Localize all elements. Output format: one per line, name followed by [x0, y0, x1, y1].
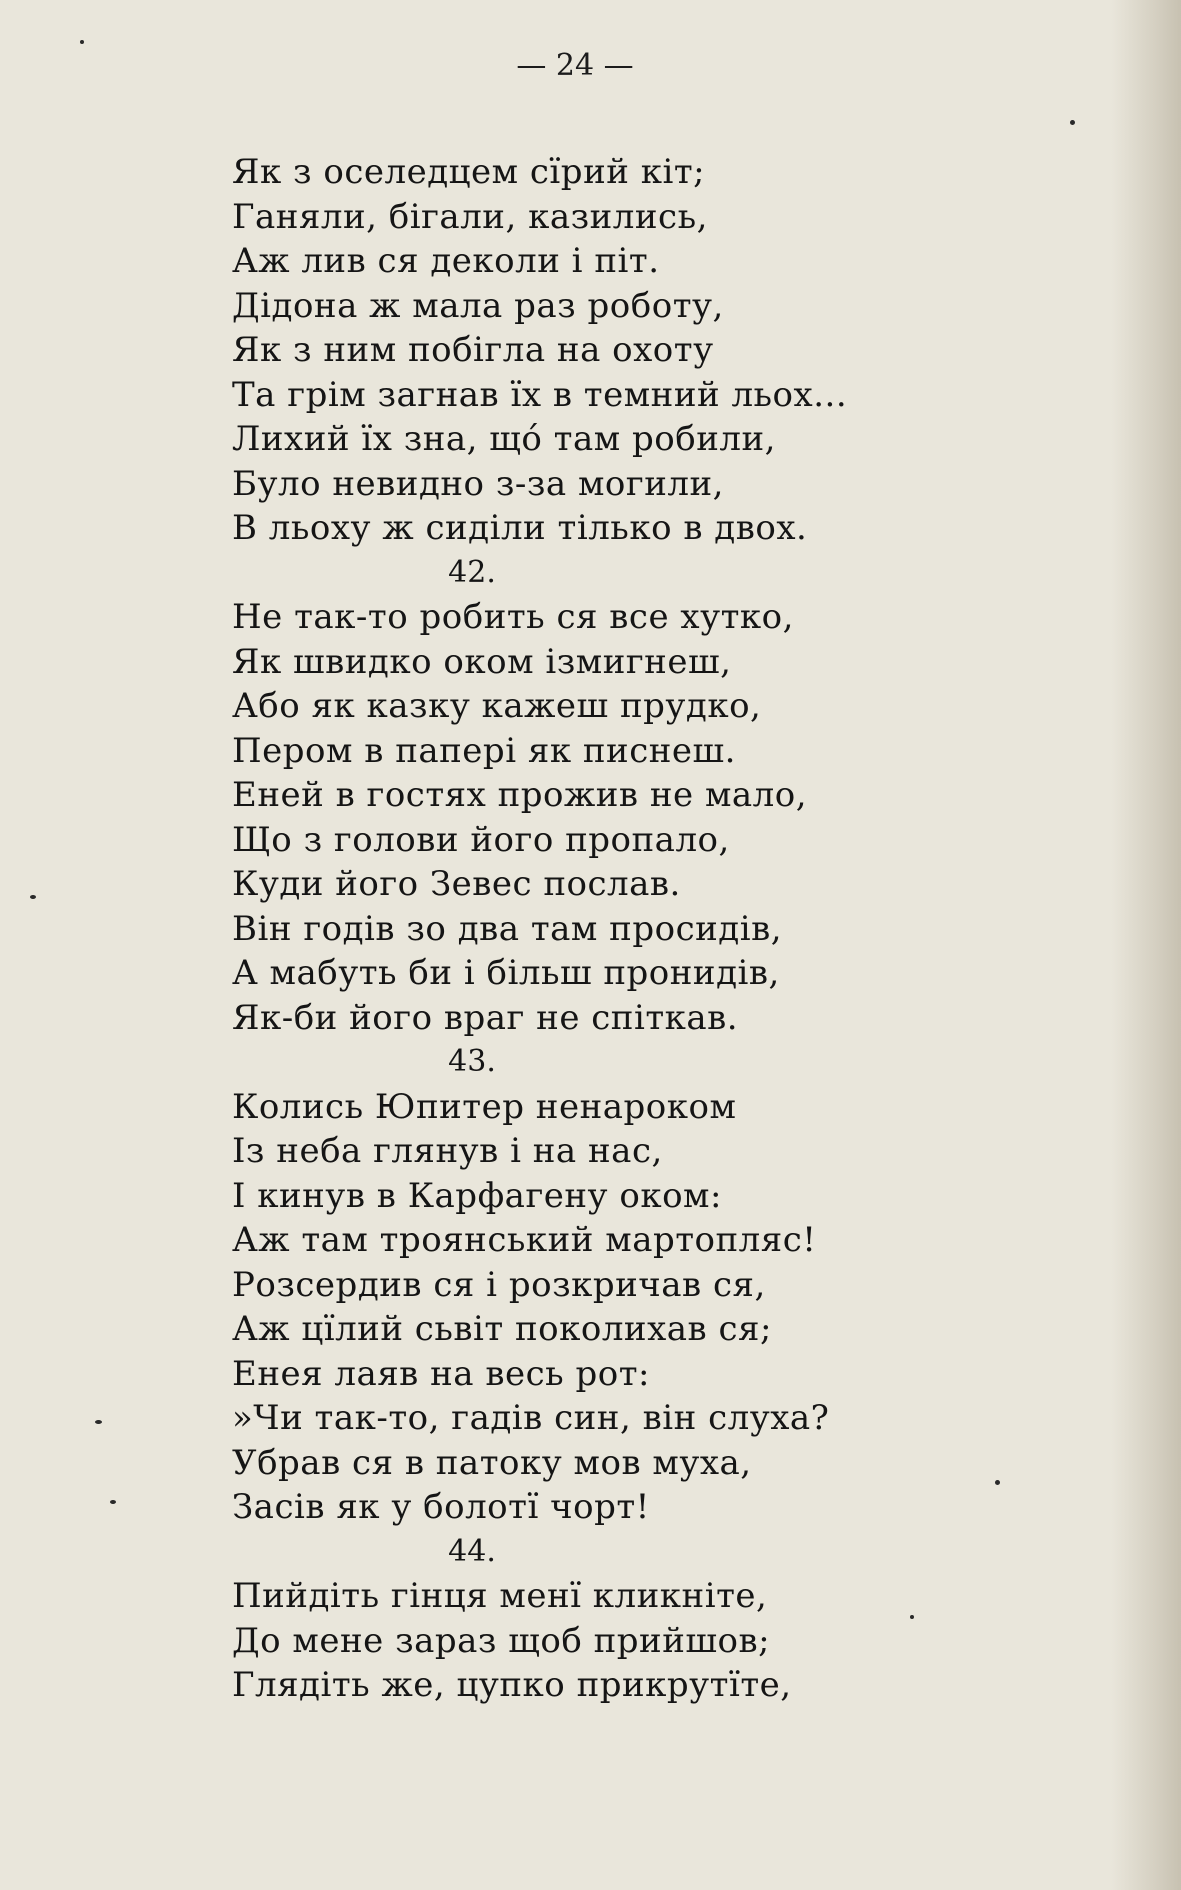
verse-line: Убрав ся в патоку мов муха,	[232, 1442, 752, 1483]
verse-line: А мабуть би і більш пронидів,	[232, 953, 780, 993]
verse-line: Із неба глянув і на нас,	[232, 1131, 663, 1171]
stanza-number: 44.	[448, 1533, 496, 1569]
verse-line: Дідона ж мала раз роботу,	[232, 285, 724, 326]
verse-line: До мене зараз щоб прийшов;	[232, 1620, 771, 1661]
ink-speck	[110, 1500, 116, 1504]
verse-line: Як з оселедцем сїрий кіт;	[232, 152, 706, 192]
verse-line: Пером в папері як писнеш.	[232, 730, 736, 771]
ink-speck	[95, 1420, 102, 1424]
verse-line: Як з ним побігла на охоту	[232, 330, 714, 370]
stanza-number: 42.	[448, 554, 496, 590]
verse-line: Колись Юпитер ненароком	[232, 1086, 737, 1127]
page-number: — 24 —	[516, 48, 634, 83]
verse-line: Засів як у болотї чорт!	[232, 1487, 650, 1527]
verse-line: Що з голови його пропало,	[232, 819, 730, 860]
verse-line: Він годів зо два там просидів,	[232, 908, 783, 949]
stanza-continued	[232, 150, 1012, 551]
verse-line: Пийдіть гінця менї кликніте,	[232, 1576, 768, 1616]
page-edge-shadow	[1111, 0, 1181, 1890]
verse-line: Було невидно з-за могили,	[232, 463, 724, 504]
ink-speck	[30, 895, 36, 899]
verse-line: Як-би його враг не спіткав.	[232, 997, 739, 1038]
verse-line: »Чи так-то, гадів син, він слуха?	[232, 1398, 830, 1438]
verse-line: В льоху ж сиділи тілько в двох.	[232, 508, 808, 548]
verse-line: Аж цїлий сьвіт поколихав ся;	[232, 1309, 772, 1349]
verse-line: І кинув в Карфагену оком:	[232, 1175, 722, 1216]
poem-text	[232, 150, 1012, 1708]
stanza-number: 43.	[448, 1044, 496, 1079]
verse-line: Глядіть же, цупко прикрутїте,	[232, 1665, 792, 1705]
verse-line: Лихий їх зна, щó там робили,	[232, 419, 776, 459]
verse-line: Енея лаяв на весь рот:	[232, 1353, 650, 1394]
verse-line: Не так-то робить ся все хутко,	[232, 597, 794, 637]
stanza-44	[232, 1530, 1012, 1708]
verse-line: Аж лив ся деколи і піт.	[232, 241, 660, 281]
verse-line: Еней в гостях прожив не мало,	[232, 775, 808, 815]
verse-line: Або як казку кажеш прудко,	[232, 686, 762, 726]
ink-speck	[80, 40, 84, 44]
verse-line: Ганяли, бігали, казились,	[232, 196, 708, 237]
verse-line: Аж там троянський мартопляс!	[232, 1220, 817, 1260]
stanza-43	[232, 1040, 1012, 1530]
verse-line: Як швидко оком ізмигнеш,	[232, 641, 732, 682]
stanza-42	[232, 551, 1012, 1041]
verse-line: Розсердив ся і розкричав ся,	[232, 1264, 766, 1305]
verse-line: Куди його Зевес послав.	[232, 864, 681, 904]
ink-speck	[1070, 120, 1075, 125]
verse-line: Та грім загнав їх в темний льох...	[232, 374, 848, 415]
